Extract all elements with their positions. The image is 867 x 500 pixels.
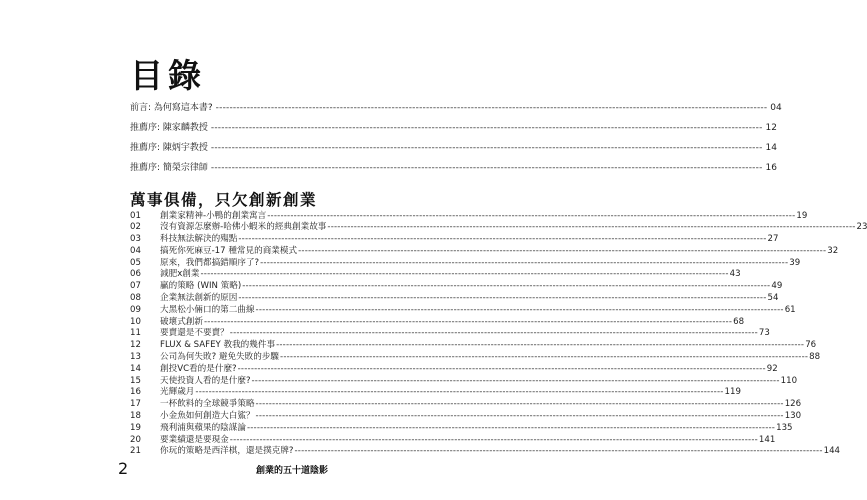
chapter-title: 飛利浦與蘋果的陰謀論	[160, 422, 246, 433]
running-title: 創業的五十道陰影	[256, 466, 329, 476]
chapter-row	[130, 316, 745, 329]
dot-leader: ----------------------------------------------------------------------------------------------------------------------------------------------------------------	[200, 269, 729, 280]
dot-leader: ----------------------------------------------------------------------------------------------------------------------------------------------------------------	[229, 434, 758, 445]
dot-leader: ----------------------------------------------------------------------------------------------------------------------------------------------------------------	[203, 316, 733, 327]
chapter-number: 09	[130, 304, 141, 315]
chapter-title: 大黑松小倆口的第二曲線	[160, 304, 255, 315]
dot-leader: ----------------------------------------------------------------------------------------------------------------------------------------------------------------	[267, 210, 796, 221]
chapter-page-number: 54	[767, 293, 779, 304]
preface-page-number: 16	[765, 163, 777, 173]
chapter-number: 05	[130, 257, 141, 268]
chapter-title: 要業績還是要現金	[160, 434, 229, 445]
chapter-row	[130, 257, 801, 270]
chapter-number: 01	[130, 210, 141, 221]
chapter-title: FLUX & SAFEY 教我的幾件事	[160, 340, 276, 351]
chapter-row	[130, 434, 776, 447]
chapter-page-number: 144	[823, 446, 841, 457]
chapter-title: 天使投資人看的是什麼?	[160, 375, 251, 386]
chapter-number: 12	[130, 340, 141, 351]
preface-list	[130, 102, 782, 182]
chapter-row	[130, 352, 821, 364]
chapter-row	[130, 340, 817, 352]
chapter-row	[130, 293, 779, 305]
dot-leader: ----------------------------------------------------------------------------------------------------------------------------------------------------------------	[238, 293, 767, 304]
dot-leader: ----------------------------------------------------------------------------------------------------------------------------------------------------------------	[280, 352, 809, 363]
dot-leader: ----------------------------------------------------------------------------------------------------------------------------------------------------------------	[294, 446, 823, 457]
chapter-number: 03	[130, 234, 141, 245]
chapter-number: 20	[130, 434, 141, 445]
chapter-row	[130, 399, 802, 411]
chapter-title: 你玩的策略是西洋棋，還是撲克牌?	[160, 446, 294, 457]
dot-leader: ----------------------------------------------------------------------------------------------------------------------------------------------------------------	[242, 281, 771, 292]
chapter-title: 搞死你死麻豆-17 種常見的商業模式	[160, 245, 298, 256]
chapter-page-number: 92	[766, 363, 778, 374]
dot-leader: ----------------------------------------------------------------------------------------------------------------------------------------------------------------	[238, 234, 767, 245]
chapter-row	[130, 210, 808, 223]
chapter-row	[130, 281, 783, 293]
chapter-page-number: 49	[771, 281, 783, 292]
chapter-number: 02	[130, 222, 141, 233]
dot-leader: ----------------------------------------------------------------------------------------------------------------------------------------------------------------	[260, 257, 789, 268]
chapter-page-number: 43	[729, 269, 741, 280]
chapter-number: 19	[130, 422, 141, 433]
chapter-title: 贏的策略 (WIN 策略)	[160, 281, 242, 292]
chapter-title: 創投VC看的是什麼?	[160, 363, 237, 374]
chapter-number: 04	[130, 245, 141, 256]
chapter-page-number: 23	[856, 222, 867, 233]
chapter-row	[130, 446, 841, 458]
chapter-number: 14	[130, 363, 141, 374]
chapter-page-number: 68	[733, 316, 745, 327]
chapter-number: 15	[130, 375, 141, 386]
preface-title: 推薦序: 簡榮宗律師	[130, 163, 208, 173]
chapter-page-number: 76	[805, 340, 817, 351]
chapter-title: 光輝歲月	[160, 387, 195, 398]
chapter-title: 企業無法創新的原因	[160, 293, 238, 304]
chapter-row	[130, 245, 839, 258]
chapter-title: 創業家精神-小鴨的創業寓言	[160, 210, 267, 221]
chapter-number: 13	[130, 352, 141, 363]
chapter-page-number: 61	[784, 304, 796, 315]
dot-leader: ----------------------------------------------------------------------------------------------------------------------------------------------------------------	[251, 375, 780, 386]
page-number: 2	[118, 459, 129, 478]
dot-leader: ----------------------------------------------------------------------------------------------------------------------------------------------------------------	[195, 387, 724, 398]
dot-leader: ----------------------------------------------------------------------------------------------------------------------------------------------------------------	[229, 328, 758, 339]
dot-leader: ----------------------------------------------------------------------------------------------------------------------------------------------------------------	[246, 422, 776, 433]
chapter-page-number: 130	[784, 411, 802, 422]
chapter-list	[130, 210, 867, 459]
chapter-number: 18	[130, 411, 141, 422]
chapter-row	[130, 222, 867, 234]
chapter-title: 小金魚如何創造大白鯊？	[160, 411, 255, 422]
chapter-number: 10	[130, 316, 141, 327]
preface-page-number: 04	[770, 103, 782, 113]
chapter-title: 一杯飲料的全球競爭策略	[160, 399, 255, 410]
chapter-row	[130, 387, 741, 399]
chapter-row	[130, 375, 798, 388]
chapter-row	[130, 234, 779, 246]
chapter-title: 要賣還是不要賣？	[160, 328, 229, 339]
preface-title: 推薦序: 陳家麟教授	[130, 123, 208, 133]
chapter-title: 減肥x創業	[160, 269, 200, 280]
preface-title: 推薦序: 陳炳宇教授	[130, 143, 208, 153]
preface-page-number: 12	[765, 123, 777, 133]
chapter-title: 公司為何失敗? 避免失敗的步驟	[160, 352, 280, 363]
chapter-number: 07	[130, 281, 141, 292]
chapter-row	[130, 269, 741, 281]
chapter-title: 破壞式創新	[160, 316, 203, 327]
chapter-row	[130, 328, 770, 340]
chapter-number: 21	[130, 446, 141, 457]
dot-leader: ----------------------------------------------------------------------------------------------------------------------------------------------------------------	[255, 304, 784, 315]
chapter-number: 16	[130, 387, 141, 398]
chapter-row	[130, 422, 793, 435]
chapter-page-number: 135	[776, 422, 793, 433]
preface-row	[130, 102, 782, 122]
chapter-title: 沒有資源怎麼辦-哈佛小蝦米的經典創業故事	[160, 222, 327, 233]
chapter-page-number: 27	[767, 234, 779, 245]
chapter-number: 08	[130, 293, 141, 304]
dot-leader: ----------------------------------------------------------------------------------------------------------------------------------------------------------------	[255, 411, 784, 422]
chapter-title: 原來，我們都搞錯順序了?	[160, 257, 260, 268]
dot-leader: ----------------------------------------------------------------------------------------------------------------------------------------------------------------	[210, 163, 763, 173]
chapter-title: 科技無法解決的殤點	[160, 234, 238, 245]
chapter-page-number: 110	[780, 375, 798, 386]
dot-leader: ----------------------------------------------------------------------------------------------------------------------------------------------------------------	[210, 123, 763, 133]
chapter-row	[130, 363, 778, 376]
chapter-page-number: 141	[758, 434, 776, 445]
chapter-row	[130, 411, 802, 423]
chapter-page-number: 119	[724, 387, 741, 398]
dot-leader: ----------------------------------------------------------------------------------------------------------------------------------------------------------------	[237, 363, 766, 374]
section-heading: 萬事俱備，只欠創新創業	[130, 191, 318, 209]
preface-title: 前言: 為何寫這本書?	[130, 103, 213, 113]
preface-row	[130, 122, 777, 142]
dot-leader: ----------------------------------------------------------------------------------------------------------------------------------------------------------------	[210, 143, 763, 153]
dot-leader: ----------------------------------------------------------------------------------------------------------------------------------------------------------------	[327, 222, 856, 233]
chapter-number: 11	[130, 328, 141, 339]
dot-leader: ----------------------------------------------------------------------------------------------------------------------------------------------------------------	[298, 245, 827, 256]
dot-leader: ----------------------------------------------------------------------------------------------------------------------------------------------------------------	[276, 340, 805, 351]
chapter-page-number: 126	[784, 399, 802, 410]
chapter-page-number: 32	[827, 245, 839, 256]
chapter-page-number: 88	[809, 352, 821, 363]
chapter-page-number: 19	[796, 210, 808, 221]
dot-leader: ----------------------------------------------------------------------------------------------------------------------------------------------------------------	[215, 103, 768, 113]
dot-leader: ----------------------------------------------------------------------------------------------------------------------------------------------------------------	[255, 399, 784, 410]
preface-page-number: 14	[765, 143, 777, 153]
toc-title: 目錄	[130, 56, 206, 95]
preface-row	[130, 162, 777, 182]
chapter-row	[130, 304, 796, 317]
chapter-page-number: 39	[789, 257, 801, 268]
preface-row	[130, 142, 777, 162]
chapter-page-number: 73	[758, 328, 770, 339]
chapter-number: 06	[130, 269, 141, 280]
chapter-number: 17	[130, 399, 141, 410]
